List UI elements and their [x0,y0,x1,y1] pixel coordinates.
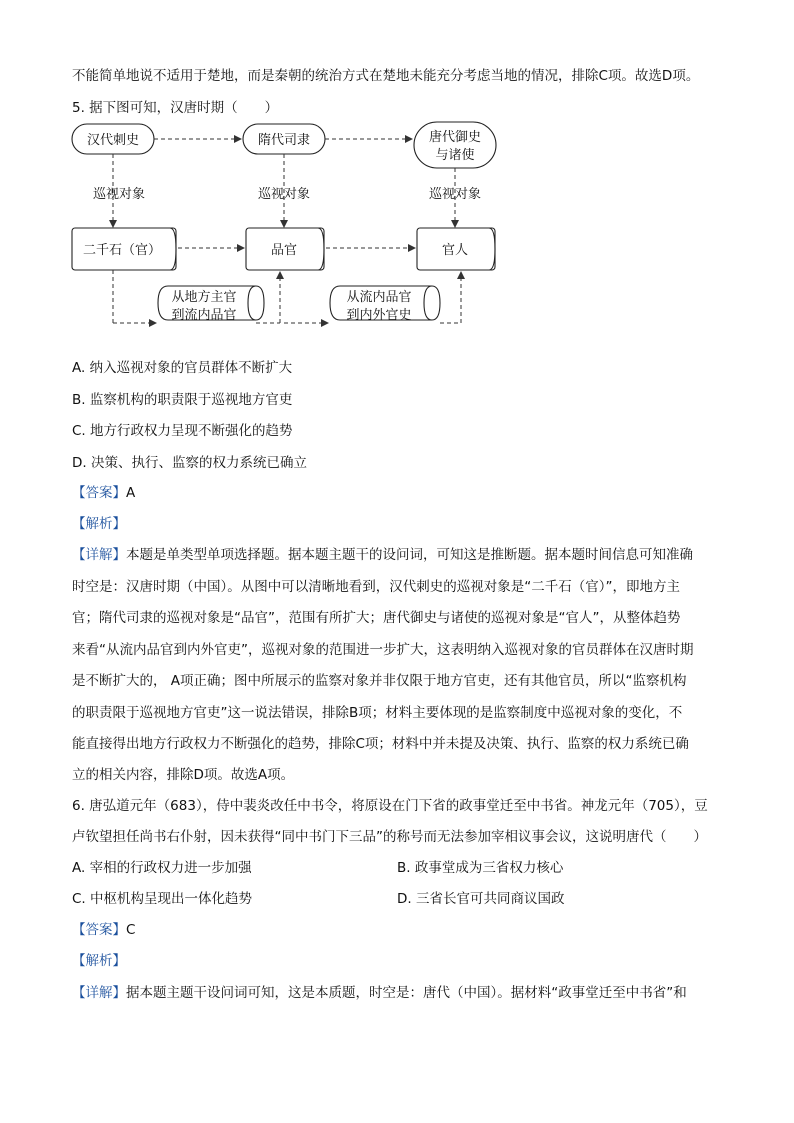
q5-stem: 5. 据下图可知，汉唐时期（ ） [72,100,279,116]
q5-detail-line-4: 来看“从流内品官到内外官吏”，巡视对象的范围进一步扩大，这表明纳入巡视对象的官员群体在汉唐时期 [72,642,694,658]
q5-option-d: D. 决策、执行、监察的权力系统已确立 [72,455,307,471]
q6-answer-value: C [126,922,136,938]
q5-detail-text-1: 本题是单类型单项选择题。据本题主题干的设问词，可知这是推断题。据本题时间信息可知准确 [126,547,693,563]
q6-option-d: D. 三省长官可共同商议国政 [397,891,565,907]
edge-label-1: 巡视对象 [92,187,146,202]
q6-stem-line-2: 卢钦望担任尚书右仆射，因未获得“同中书门下三品”的称号而无法参加宰相议事会议，这说明唐代（ ） [72,829,707,845]
node-pinguan-label: 品官 [270,243,298,258]
scroll-a-line2: 到流内品官 [171,308,237,323]
node-tang-yushi-label-2: 与诸使 [435,148,475,163]
q5-detail-line-3: 官；隋代司隶的巡视对象是“品官”，范围有所扩大；唐代御史与诸使的巡视对象是“官人”，从整体趋势 [72,610,681,626]
intro-line: 不能简单地说不适用于楚地，而是秦朝的统治方式在楚地未能充分考虑当地的情况，排除C项。故选D项。 [72,68,700,84]
node-pinguan [246,228,324,270]
scroll-b-line2: 到内外官史 [346,308,412,323]
q5-option-b: B. 监察机构的职责限于巡视地方官吏 [72,392,293,408]
q6-option-a: A. 宰相的行政权力进一步加强 [72,860,252,876]
node-erqianshi-label: 二千石（官） [82,243,162,258]
q5-detail-line-6: 的职责限于巡视地方官吏”这一说法错误，排除B项；材料主要体现的是监察制度中巡视对象的变化，不 [72,705,683,721]
q5-detail-line-5: 是不断扩大的， A项正确；图中所展示的监察对象并非仅限于地方官吏，还有其他官员，所以“监察机构 [72,673,687,689]
q6-detail-tag: 【详解】 [72,985,126,1001]
q6-detail-line-1 [72,983,687,1003]
q6-option-b: B. 政事堂成为三省权力核心 [397,860,564,876]
scroll-a-line1: 从地方主官 [171,290,237,305]
q6-option-c: C. 中枢机构呈现出一体化趋势 [72,891,253,907]
edge-label-2: 巡视对象 [257,187,311,202]
q6-answer-tag: 【答案】 [72,922,126,938]
q6-stem-line-1: 6. 唐弘道元年（683），侍中裴炎改任中书令，将原设在门下省的政事堂迁至中书省。神龙元年（705），豆 [72,798,708,814]
q5-answer-tag: 【答案】 [72,485,126,501]
edge-label-3: 巡视对象 [428,187,482,202]
q5-detail-line-2: 时空是：汉唐时期（中国）。从图中可以清晰地看到，汉代刺史的巡视对象是“二千石（官）”，即地方主 [72,579,680,595]
scroll-a [158,286,264,323]
q5-detail-line-7: 能直接得出地方行政权力不断强化的趋势，排除C项；材料中并未提及决策、执行、监察的权力系统已确 [72,736,689,752]
node-erqianshi [72,228,176,270]
q5-diagram [66,120,506,346]
q6-answer [72,920,135,940]
q5-option-a: A. 纳入巡视对象的官员群体不断扩大 [72,360,293,376]
q6-detail-text-1: 据本题主题干设问词可知，这是本质题，时空是：唐代（中国）。据材料“政事堂迁至中书省”和 [126,985,687,1001]
node-sui-sili-label: 隋代司隶 [257,133,311,148]
node-guanren-label: 官人 [441,243,469,258]
q5-analysis-tag: 【解析】 [72,516,126,532]
q5-detail-tag: 【详解】 [72,547,126,563]
q6-analysis-tag: 【解析】 [72,953,126,969]
node-guanren [417,228,495,270]
scroll-b [330,286,440,323]
node-han-cishi-label: 汉代刺史 [86,133,140,148]
q5-detail-line-8: 立的相关内容，排除D项。故选A项。 [72,767,295,783]
q5-answer [72,483,135,503]
q5-detail-line-1 [72,545,693,565]
node-tang-yushi-label-1: 唐代御史 [428,130,482,145]
scroll-b-line1: 从流内品官 [346,290,412,305]
q5-option-c: C. 地方行政权力呈现不断强化的趋势 [72,423,293,439]
q5-answer-value: A [126,485,136,501]
